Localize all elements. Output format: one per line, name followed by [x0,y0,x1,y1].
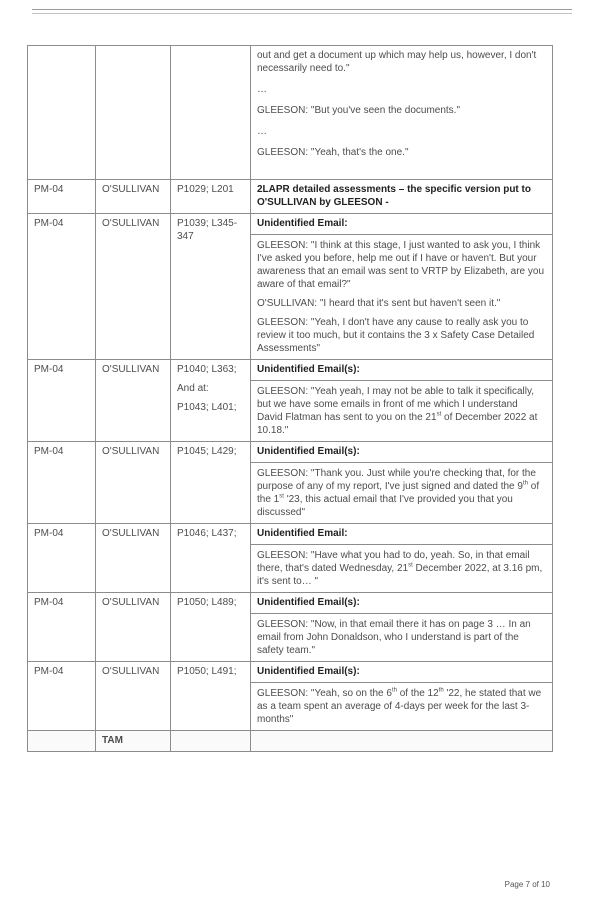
table-row [28,524,553,593]
header-rule-secondary [32,13,572,14]
table-row [28,731,553,752]
transcript-cell: 2LAPR detailed assessments – the specific version put to O'SULLIVAN by GLEESON - [251,180,553,214]
header-rule [32,9,572,10]
code-cell: PM-04 [28,593,96,662]
row-heading: Unidentified Email(s): [251,442,552,463]
table-row [28,662,553,731]
ref-cell: P1046; L437; [171,524,251,593]
person-cell: O'SULLIVAN [96,593,171,662]
table-row [28,214,553,360]
code-cell [28,46,96,180]
row-heading: Unidentified Email(s): [251,593,552,614]
row-heading: Unidentified Email(s): [251,662,552,683]
transcript-cell [251,731,553,752]
code-cell [28,731,96,752]
evidence-table [27,45,553,752]
transcript-cell [251,360,553,442]
table-row [28,442,553,524]
table-row [28,593,553,662]
ref-cell [171,360,251,442]
person-cell: TAM [96,731,171,752]
transcript-cell [251,524,553,593]
transcript-line: GLEESON: "Thank you. Just while you're checking that, for the purpose of any of my report, I've just signed and dated the 9th of the 1st '23, this actual email that I've provided you that you discussed" [257,468,540,518]
ordinal-suffix: th [438,687,444,694]
row-body [251,545,552,592]
transcript-cell [251,593,553,662]
code-cell: PM-04 [28,180,96,214]
ordinal-suffix: st [279,493,284,500]
ref-cell [171,46,251,180]
ordinal-suffix: st [408,562,413,569]
person-cell [96,46,171,180]
row-heading: Unidentified Email(s): [251,360,552,381]
transcript-line: GLEESON: "Have what you had to do, yeah. So, in that email there, that's dated Wednesday, 21st December 2022, at 3.16 pm, it's sent to… " [257,550,543,587]
ref-cell [171,731,251,752]
code-cell: PM-04 [28,442,96,524]
row-heading: Unidentified Email: [251,214,552,235]
ref-cell: P1050; L491; [171,662,251,731]
transcript-line: GLEESON: "I think at this stage, I just wanted to ask you, I think I've asked you before, help me out if I have or haven't. But your awareness that an email was sent to VRTP by Elizabeth, are you aware of that email?" [257,240,545,290]
continuation-row [28,46,553,180]
ellipsis: … [257,84,268,95]
row-body [251,683,552,730]
person-cell: O'SULLIVAN [96,180,171,214]
ref-cell: P1029; L201 [171,180,251,214]
ref-cell: P1039; L345-347 [171,214,251,360]
code-cell: PM-04 [28,524,96,593]
transcript-cell [251,662,553,731]
person-cell: O'SULLIVAN [96,662,171,731]
code-cell: PM-04 [28,214,96,360]
ordinal-suffix: th [391,687,397,694]
transcript-line: O'SULLIVAN: "I heard that it's sent but haven't seen it." [257,298,501,309]
ellipsis: … [257,126,268,137]
person-cell: O'SULLIVAN [96,524,171,593]
transcript-line: GLEESON: "But you've seen the documents." [257,105,461,116]
ref-text: P1043; L401; [177,402,237,413]
row-heading: Unidentified Email: [251,524,552,545]
transcript-cell [251,214,553,360]
code-cell: PM-04 [28,360,96,442]
row-body [251,614,552,661]
transcript-line: GLEESON: "Yeah yeah, I may not be able to talk it specifically, but we have some emails in front of me which I understand David Flatman has sent to you on the 21st of December 2022 at 10.18." [257,386,538,436]
ordinal-suffix: st [436,411,442,418]
row-body [251,381,552,441]
transcript-cell [251,442,553,524]
table-row [28,360,553,442]
person-cell: O'SULLIVAN [96,360,171,442]
person-cell: O'SULLIVAN [96,442,171,524]
code-cell: PM-04 [28,662,96,731]
page-number: Page 7 of 10 [504,880,550,889]
transcript-cell [251,46,553,180]
ref-text: P1040; L363; [177,364,237,375]
row-body [251,463,552,523]
transcript-line: GLEESON: "Yeah, I don't have any cause to really ask you to review it too much, but it contains the 3 x Safety Case Detailed Assessments" [257,317,535,354]
ref-text: And at: [177,383,209,394]
ref-cell: P1045; L429; [171,442,251,524]
row-body [251,235,552,359]
ref-cell: P1050; L489; [171,593,251,662]
transcript-line: GLEESON: "Now, in that email there it has on page 3 … In an email from John Donaldson, who I understand is part of the safety team." [257,619,531,656]
transcript-line: GLEESON: "Yeah, so on the 6th of the 12th '22, he stated that we as a team spent an average of 4-days per week for the last 3-months" [257,687,542,725]
person-cell: O'SULLIVAN [96,214,171,360]
table-row [28,180,553,214]
ordinal-suffix: th [522,480,528,487]
transcript-line: out and get a document up which may help us, however, I don't necessarily need to." [257,50,537,74]
transcript-line: GLEESON: "Yeah, that's the one." [257,147,409,158]
